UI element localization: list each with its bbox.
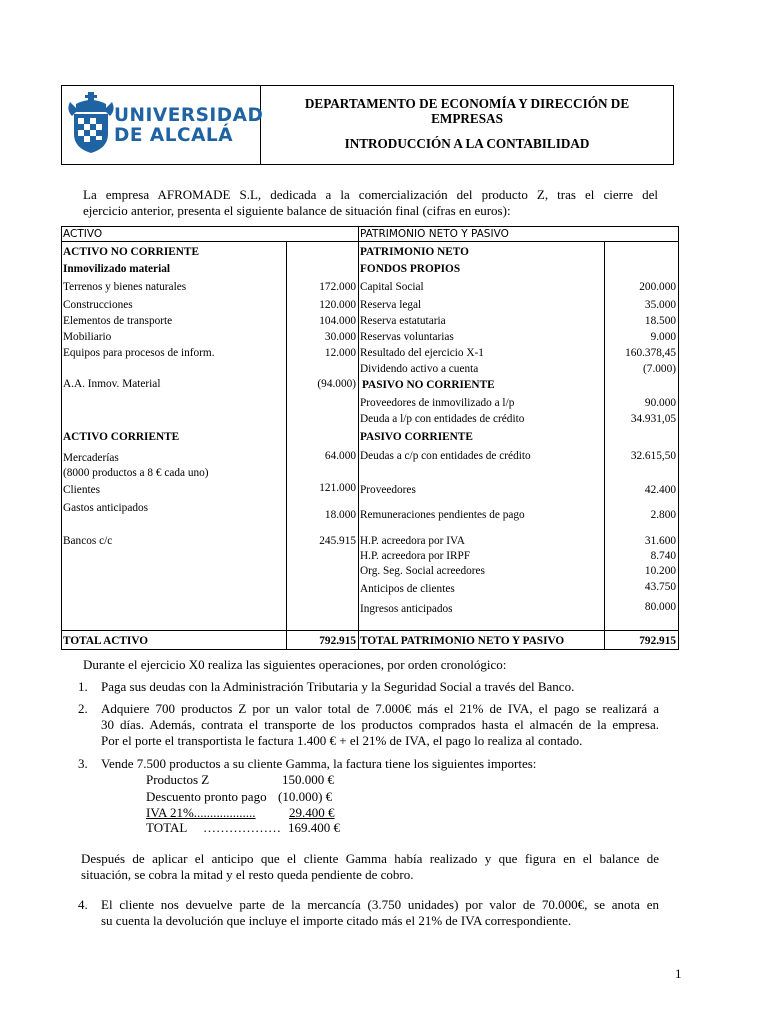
item-number: 1.	[78, 679, 88, 694]
operation-2: Adquiere 700 productos Z por un valor total de 7.000€ más el 21% de IVA, el pago se realizará a 30 días. Además, contrata el transporte de los productos comprados hasta el almacén de la empresa. Por el porte el transportista le factura 1.400 € + el 21% de IVA, el pago lo realiza al contado.	[101, 701, 659, 748]
table-divider	[604, 242, 605, 649]
department-title: DEPARTAMENTO DE ECONOMÍA Y DIRECCIÓN DE	[304, 96, 630, 111]
row-value: 160.378,45	[625, 347, 676, 359]
row-value: (94.000)	[317, 378, 356, 390]
invoice-value: (10.000) €	[278, 789, 333, 804]
row-label: Deudas a c/p con entidades de crédito	[360, 450, 531, 462]
row-value: 30.000	[324, 331, 356, 343]
patrimonio-neto: PATRIMONIO NETO	[360, 246, 469, 258]
row-note: (8000 productos a 8 € cada uno)	[63, 467, 209, 479]
university-logo	[62, 86, 264, 164]
department-title-2: EMPRESAS	[431, 111, 503, 126]
row-value: 18.500	[644, 315, 676, 327]
invoice-label: IVA 21%...................	[146, 805, 256, 820]
invoice-dots: ………………	[203, 820, 281, 835]
activo-no-corriente: ACTIVO NO CORRIENTE	[63, 246, 199, 258]
logo-text-line2: DE ALCALÁ	[114, 125, 234, 146]
row-value: 12.000	[324, 347, 356, 359]
activo-corriente: ACTIVO CORRIENTE	[63, 431, 180, 443]
row-value: 2.800	[650, 509, 676, 521]
operation-3: Vende 7.500 productos a su cliente Gamma, la factura tiene los siguientes importes:	[101, 756, 537, 771]
row-label: Gastos anticipados	[63, 502, 149, 514]
university-crest-icon	[66, 92, 116, 154]
row-value: 31.600	[644, 535, 676, 547]
table-divider	[62, 241, 678, 242]
row-value: 172.000	[319, 281, 356, 293]
row-label: Terrenos y bienes naturales	[63, 281, 187, 293]
row-label: Elementos de transporte	[63, 315, 173, 327]
total-pn-pasivo-label: TOTAL PATRIMONIO NETO Y PASIVO	[360, 635, 565, 647]
row-value: 200.000	[639, 281, 676, 293]
after-paragraph: Después de aplicar el anticipo que el cliente Gamma había realizado y que figura en el balance de situación, se cobra la mitad y el resto queda pendiente de cobro.	[81, 851, 659, 882]
operation-4: El cliente nos devuelve parte de la mercancía (3.750 unidades) por valor de 70.000€, se anota en su cuenta la devolución que incluye el importe citado más el 21% de IVA correspondiente.	[101, 897, 659, 928]
row-value: 245.915	[319, 535, 356, 547]
row-value: 35.000	[644, 299, 676, 311]
row-label: Construcciones	[63, 299, 133, 311]
total-activo-label: TOTAL ACTIVO	[63, 635, 149, 647]
row-label: Mobiliario	[63, 331, 112, 343]
row-value: 121.000	[319, 482, 356, 494]
row-label: Reserva estatutaria	[360, 315, 446, 327]
row-value: 34.931,05	[630, 413, 676, 425]
row-value: 64.000	[324, 450, 356, 462]
intro-line-2: ejercicio anterior, presenta el siguiente balance de situación final (cifras en euros):	[83, 203, 511, 218]
row-value: 9.000	[650, 331, 676, 343]
invoice-value: 169.400 €	[288, 820, 340, 835]
row-value: 104.000	[319, 315, 356, 327]
course-title: INTRODUCCIÓN A LA CONTABILIDAD	[344, 136, 590, 151]
row-label: Dividendo activo a cuenta	[360, 363, 479, 375]
operations-intro: Durante el ejercicio X0 realiza las siguientes operaciones, por orden cronológico:	[83, 657, 507, 672]
activo-header: ACTIVO	[63, 228, 103, 240]
logo-text-line1: UNIVERSIDAD	[114, 105, 264, 126]
row-value: 8.740	[650, 550, 676, 562]
row-label: Bancos c/c	[63, 535, 113, 547]
row-label: Mercaderías	[63, 452, 119, 464]
item-number: 3.	[78, 756, 88, 771]
row-label: H.P. acreedora por IRPF	[360, 550, 471, 562]
item-number: 4.	[78, 897, 88, 912]
row-value: 80.000	[644, 601, 676, 613]
row-label: Org. Seg. Social acreedores	[360, 565, 485, 577]
invoice-label: Productos Z	[146, 772, 210, 787]
invoice-label: TOTAL	[146, 820, 188, 835]
row-value: 120.000	[319, 299, 356, 311]
row-value: 43.750	[644, 581, 676, 593]
row-value: 42.400	[644, 484, 676, 496]
row-label: Ingresos anticipados	[360, 603, 453, 615]
table-divider	[62, 630, 678, 631]
row-label: H.P. acreedora por IVA	[360, 535, 465, 547]
operation-1: Paga sus deudas con la Administración Tributaria y la Seguridad Social a través del Banco.	[101, 679, 575, 694]
row-label: Deuda a l/p con entidades de crédito	[360, 413, 525, 425]
row-label: Resultado del ejercicio X-1	[360, 347, 484, 359]
row-label: Proveedores de inmovilizado a l/p	[360, 397, 515, 409]
row-label: Anticipos de clientes	[360, 583, 455, 595]
row-label: Proveedores	[360, 484, 416, 496]
row-value: 90.000	[644, 397, 676, 409]
invoice-value: 150.000 €	[282, 772, 334, 787]
invoice-value: 29.400 €	[289, 805, 335, 820]
table-divider	[358, 227, 359, 649]
pasivo-no-corriente: PASIVO NO CORRIENTE	[362, 379, 495, 391]
fondos-propios: FONDOS PROPIOS	[360, 263, 461, 275]
row-value: 18.000	[324, 509, 356, 521]
row-label: Clientes	[63, 484, 101, 496]
header-title-cell	[261, 86, 673, 164]
row-value: 32.615,50	[630, 450, 676, 462]
balance-sheet-table	[61, 226, 679, 650]
inmovilizado-material: Inmovilizado material	[63, 263, 170, 275]
table-divider	[286, 242, 287, 649]
row-label: Reserva legal	[360, 299, 422, 311]
pn-pasivo-header: PATRIMONIO NETO Y PASIVO	[360, 228, 509, 240]
page-number: 1	[675, 966, 682, 981]
total-activo-value: 792.915	[319, 635, 356, 647]
row-value: 10.200	[644, 565, 676, 577]
intro-line-1: La empresa AFROMADE S.L, dedicada a la comercialización del producto Z, tras el cierre del	[83, 187, 658, 202]
row-value: (7.000)	[643, 363, 676, 375]
row-label: Remuneraciones pendientes de pago	[360, 509, 525, 521]
total-pn-pasivo-value: 792.915	[639, 635, 676, 647]
invoice-label: Descuento pronto pago	[146, 789, 267, 804]
item-number: 2.	[78, 701, 88, 716]
row-label: Reservas voluntarias	[360, 331, 454, 343]
row-label: A.A. Inmov. Material	[63, 378, 161, 390]
pasivo-corriente: PASIVO CORRIENTE	[360, 431, 473, 443]
row-label: Equipos para procesos de inform.	[63, 347, 215, 359]
row-label: Capital Social	[360, 281, 424, 293]
header-box	[61, 85, 674, 165]
